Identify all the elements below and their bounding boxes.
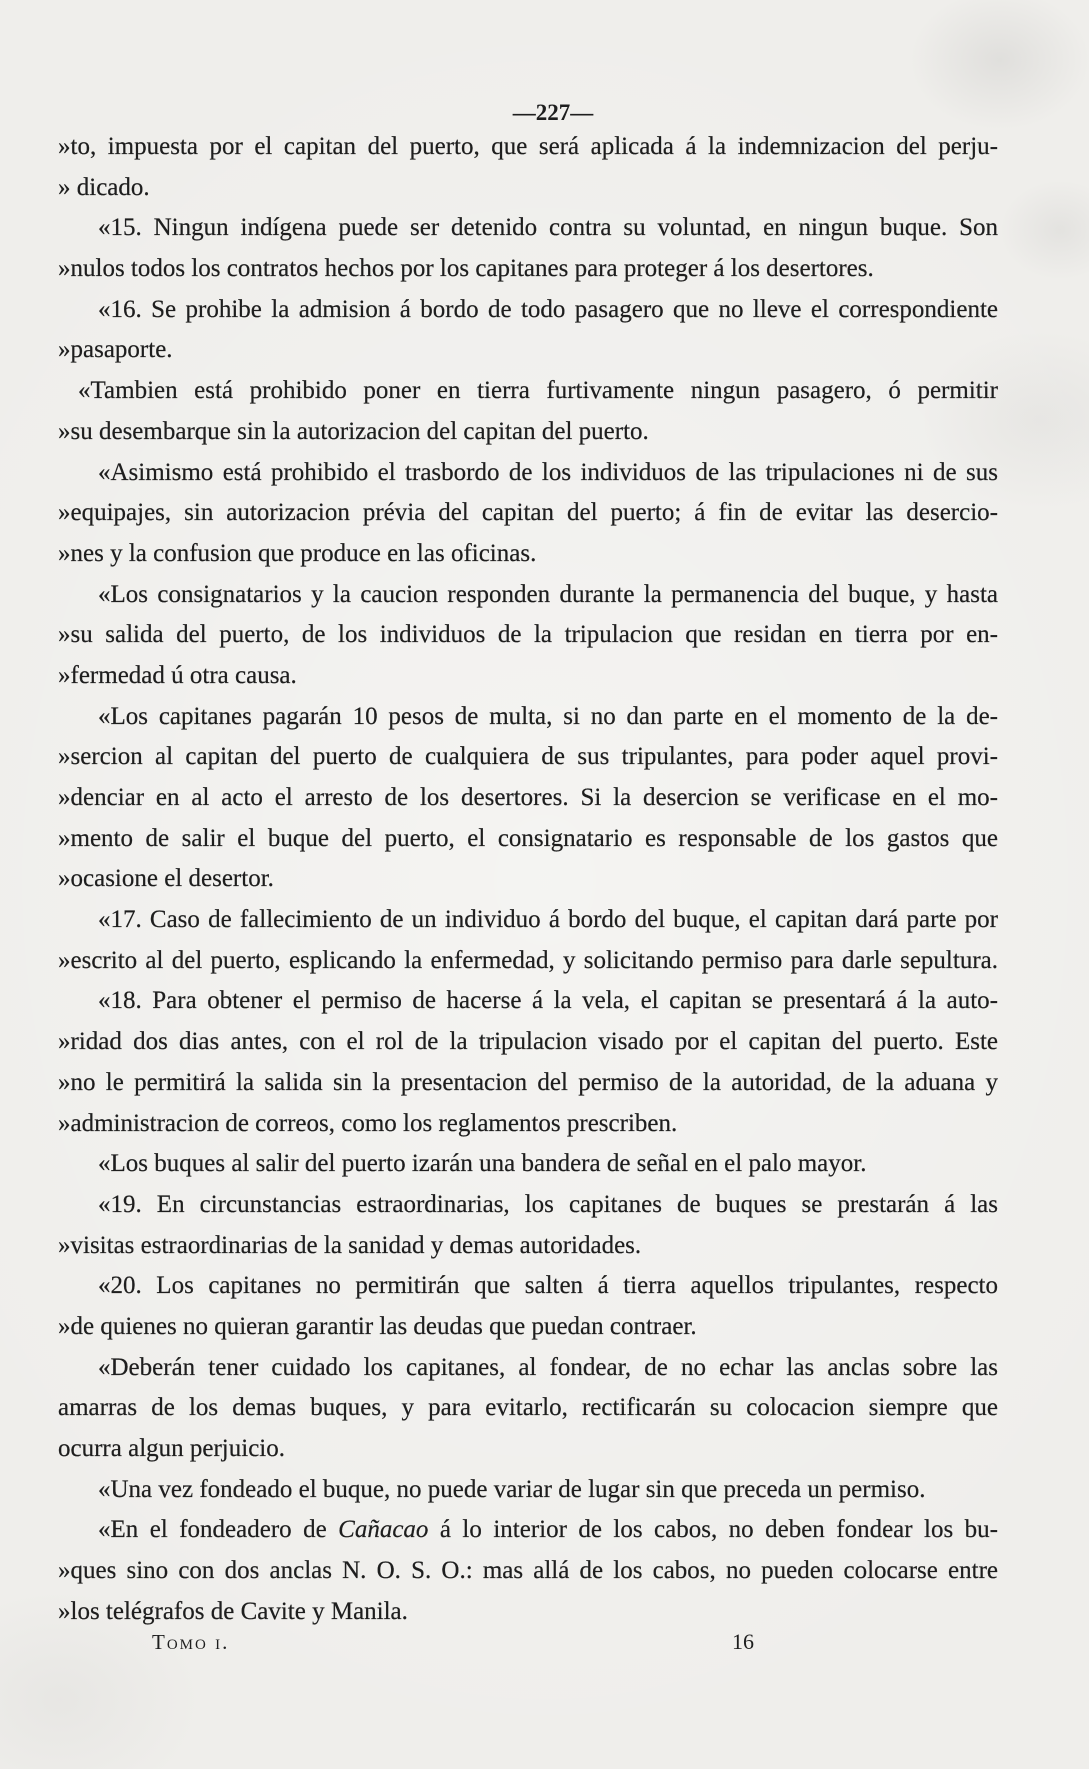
article-18 [58,981,998,1144]
text-line: »ridad dos dias antes, con el rol de la tripulacion visado por el capitan del puerto. Este [58,1028,998,1056]
paragraph-anchorage-change [58,1470,998,1511]
page-number: —227— [512,100,594,125]
text-line: ocurra algun perjuicio. [58,1435,285,1462]
text-line: »equipajes, sin autorizacion prévia del capitan del puerto; á fin de evitar las desercio- [58,499,998,527]
italic-place-name: Cañacao [338,1516,429,1544]
text-line: «Deberán tener cuidado los capitanes, al fondear, de no echar las anclas sobre las [98,1353,998,1381]
text-line: «15. Ningun indígena puede ser detenido contra su voluntad, en ningun buque. Son [98,214,998,242]
text-line: » dicado. [58,173,150,201]
text-line: «17. Caso de fallecimiento de un individuo á bordo del buque, el capitan dará parte por [98,906,998,934]
paragraph-deserter-fine [58,697,998,900]
text-line: «Los capitanes pagarán 10 pesos de multa, si no dan parte en el momento de la de- [98,702,998,730]
text-segment: «En el fondeadero de [98,1516,339,1544]
text-line: »sercion al capitan del puerto de cualquiera de sus tripulantes, para poder aquel provi- [58,743,998,771]
article-16 [58,290,998,371]
paragraph-canacao-anchorage [58,1510,998,1632]
text-line: »su desembarque sin la autorizacion del capitan del puerto. [58,417,649,445]
text-line: »ques sino con dos anclas N. O. S. O.: mas allá de los cabos, no pueden colocarse entre [58,1557,998,1585]
paragraph-transshipment [58,453,998,575]
text-line: »fermedad ú otra causa. [58,661,297,689]
paragraph-signal-flag [58,1144,998,1185]
article-17 [58,900,998,981]
text-line: «16. Se prohibe la admision á bordo de todo pasagero que no lleve el correspondiente [98,295,998,323]
text-segment: á lo interior de los cabos, no deben fondear los bu- [428,1516,998,1544]
text-line: »escrito al del puerto, esplicando la enfermedad, y solicitando permiso para darle sepultura. [58,946,998,974]
text-line: »ocasione el desertor. [58,865,274,893]
text-line: amarras de los demas buques, y para evitarlo, rectificarán su colocacion siempre que [58,1394,998,1422]
text-line: »denciar en al acto el arresto de los desertores. Si la desercion se verificase en el mo- [58,784,998,811]
text-line: »pasaporte. [58,336,173,364]
text-line: «Los consignatarios y la caucion responden durante la permanencia del buque, y hasta [98,580,998,608]
text-line: »nes y la confusion que produce en las oficinas. [58,539,537,567]
text-line: «20. Los capitanes no permitirán que salten á tierra aquellos tripulantes, respecto [98,1272,998,1300]
text-line: «Los buques al salir del puerto izarán una bandera de señal en el palo mayor. [98,1150,867,1178]
text-line: »los telégrafos de Cavite y Manila. [58,1597,408,1625]
text-line: «18. Para obtener el permiso de hacerse á la vela, el capitan se presentará á la auto- [98,987,998,1015]
text-line [58,1510,998,1551]
paragraph-consignees [58,575,998,697]
volume-label: Tomo i. [152,1630,230,1654]
text-line: »no le permitirá la salida sin la presentacion del permiso de la autoridad, de la aduana y [58,1068,998,1096]
text-line: »su salida del puerto, de los individuos de la tripulacion que residan en tierra por en- [58,621,998,649]
text-line: «Asimismo está prohibido el trasbordo de los individuos de las tripulaciones ni de sus [98,458,998,486]
text-line: «19. En circunstancias estraordinarias, los capitanes de buques se prestarán á las [98,1190,998,1218]
paragraph-anchoring [58,1348,998,1470]
paragraph-continuation [58,127,998,208]
article-19 [58,1185,998,1266]
paragraph-passenger-landing [58,371,998,452]
signature-number: 16 [732,1629,754,1654]
article-15 [58,208,998,289]
text-line: »nulos todos los contratos hechos por los capitanes para proteger á los desertores. [58,255,874,283]
text-line: »de quienes no quieran garantir las deudas que puedan contraer. [58,1312,697,1340]
text-line: »visitas estraordinarias de la sanidad y demas autoridades. [58,1231,642,1259]
text-line: »administracion de correos, como los reglamentos prescriben. [58,1109,678,1137]
text-line: »mento de salir el buque del puerto, el consignatario es responsable de los gastos que [58,824,998,852]
body-text [58,127,998,1632]
text-line: «Tambien está prohibido poner en tierra furtivamente ningun pasagero, ó permitir [78,377,998,405]
text-line: »to, impuesta por el capitan del puerto, que será aplicada á la indemnizacion del perju- [58,133,998,160]
article-20 [58,1266,998,1347]
text-line: «Una vez fondeado el buque, no puede variar de lugar sin que preceda un permiso. [98,1475,926,1503]
